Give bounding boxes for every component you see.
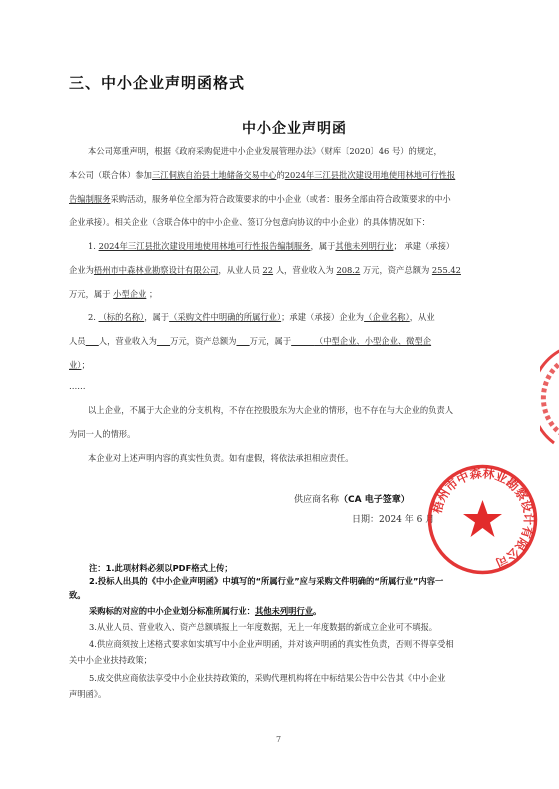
para-truth: 本企业对上述声明内容的真实性负责。如有虚假，将依法承担相应责任。 <box>88 453 354 463</box>
note-4b: 关中小企业扶持政策； <box>69 655 152 665</box>
para-above-2: 为同一人的情形。 <box>69 429 136 439</box>
note-2a: 2.投标人出具的《中小企业声明函》中填写的“所属行业”应与采购文件明确的“所属行业”内容一 <box>89 576 444 586</box>
ellipsis: …… <box>69 381 86 391</box>
item1-line-3: 万元，属于 小型企业 ； <box>69 289 158 299</box>
letter-title: 中小企业声明函 <box>242 121 347 137</box>
intro-line-2: 本公司（联合体）参加三江侗族自治县土地储备交易中心的2024年三江县批次建设用地使用林地可行性报 <box>69 170 456 180</box>
item1-line-2: 企业为梧州市中森林业勘察设计有限公司，从业人员 22 人，营业收入为 208.2 万元，资产总额为 255.42 <box>69 265 461 275</box>
intro-line-4: 企业承接）。相关企业（含联合体中的中小企业、签订分包意向协议的中小企业）的具体情况如下： <box>69 217 430 227</box>
supplier-line: 供应商名称（CA 电子签章） <box>294 495 410 505</box>
date-line: 日期：2024 年 6 月 <box>352 515 435 525</box>
seal-text: 梧州市中森林业勘察设计有限公司 <box>429 466 536 571</box>
note-2b: 致。 <box>69 590 86 600</box>
company-seal-stamp <box>425 462 540 577</box>
item1-line-1: 1. 2024年三江县批次建设用地使用林地可行性报告编制服务，属于其他未列明行业； 承建（承接） <box>88 241 455 251</box>
partial-seal-edge <box>540 345 559 445</box>
note-3: 3.从业人员、营业收入、资产总额填报上一年度数据，无上一年度数据的新成立企业可不填报。 <box>89 622 438 632</box>
note-5b: 声明函》。 <box>69 689 107 699</box>
note-2c: 采购标的对应的中小企业划分标准所属行业：其他未列明行业。 <box>89 606 322 616</box>
page-number: 7 <box>276 735 282 744</box>
intro-line-3: 告编制服务采购活动，服务单位全部为符合政策要求的中小企业（或者：服务全部由符合政策要求的中小 <box>69 194 451 204</box>
item2-line-1: 2. （标的名称），属于（采购文件中明确的所属行业）；承建（承接）企业为（企业名称），从业 <box>88 312 435 322</box>
item2-line-3: 业）； <box>69 360 90 370</box>
section-title: 三、中小企业声明函格式 <box>69 74 246 92</box>
intro-line-1: 本公司郑重声明，根据《政府采购促进中小企业发展管理办法》（财库〔2020〕46 号）的规定， <box>88 146 442 156</box>
note-1: 注：1.此项材料必须以PDF格式上传； <box>89 563 233 573</box>
item2-line-2: 人员 人，营业收入为 万元，资产总额为 万元，属于 （中型企业、小型企业、微型企 <box>69 336 432 346</box>
note-4a: 4.供应商须按上述格式要求如实填写中小企业声明函，并对该声明函的真实性负责，否则不得享受相 <box>89 639 454 649</box>
note-5a: 5.成交供应商依法享受中小企业扶持政策的，采购代理机构将在中标结果公告中公告其《中小企业 <box>89 673 446 683</box>
para-above-1: 以上企业，不属于大企业的分支机构，不存在控股股东为大企业的情形，也不存在与大企业的负责人 <box>88 405 454 415</box>
